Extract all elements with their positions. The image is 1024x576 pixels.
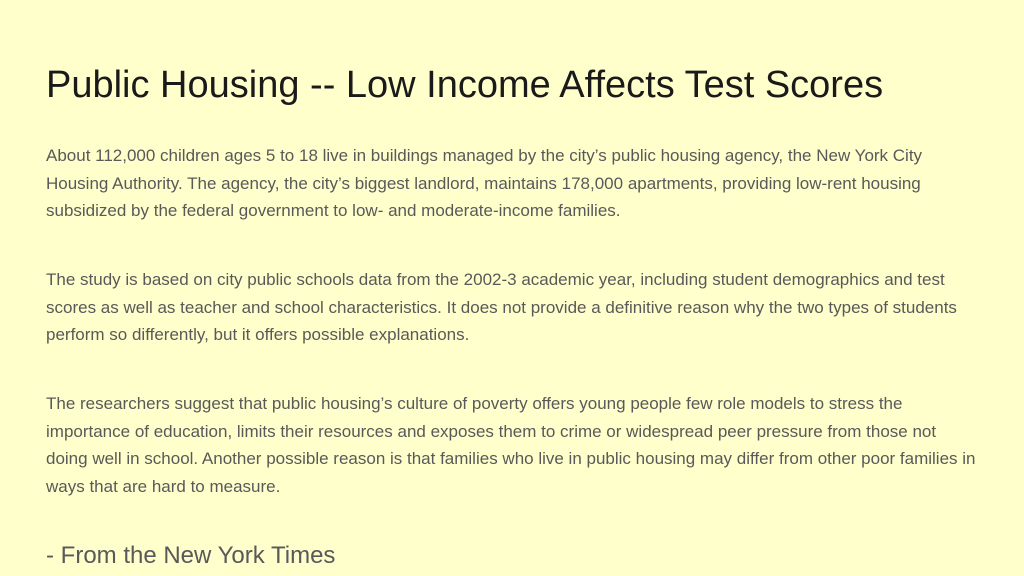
paragraph-researchers: The researchers suggest that public housing’s culture of poverty offers young people few role models to stress the importance of education, limits their resources and exposes them to crime or widespread peer pressure from those not doing well in school. Another possible reason is that families who live in public housing may differ from other poor families in ways that are hard to measure. — [46, 394, 976, 497]
slide-title: Public Housing -- Low Income Affects Test Scores — [46, 64, 884, 106]
paragraph-enrollment: About 112,000 children ages 5 to 18 live in buildings managed by the city’s public housing agency, the New York City Housing Authority. The agency, the city’s biggest landlord, maintains 178,000 apartments, providing low-rent housing subsidized by the federal government to low- and moderate-income families. — [46, 146, 923, 221]
paragraph-study: The study is based on city public schools data from the 2002-3 academic year, including student demographics and test scores as well as teacher and school characteristics. It does not provide a definitive reason why the two types of students perform so differently, but it offers possible explanations. — [46, 270, 957, 345]
source-attribution: - From the New York Times — [46, 542, 336, 569]
